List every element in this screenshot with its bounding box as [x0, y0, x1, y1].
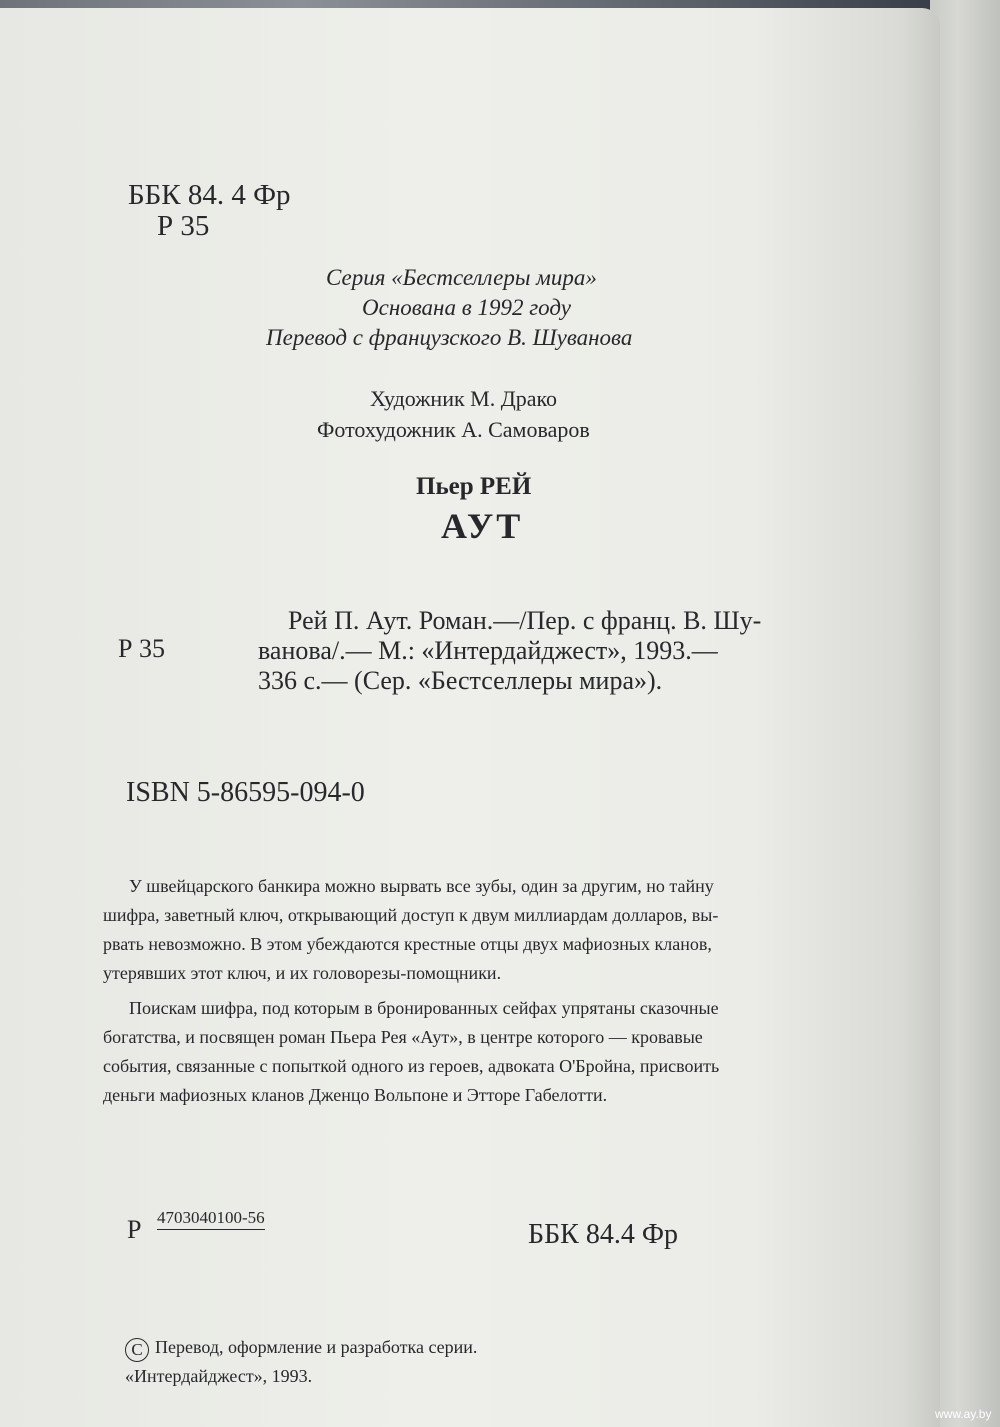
series-line: Серия «Бестселлеры мира» [326, 265, 597, 290]
bbk-classification-bottom: ББК 84.4 Фр [528, 1219, 678, 1250]
annotation-line: У швейцарского банкира можно вырвать все зубы, один за другим, но тайну [129, 876, 714, 896]
annotation-line: деньги мафиозных кланов Дженцо Вольпоне и Этторе Габелотти. [103, 1085, 608, 1105]
bbk-classification-top: ББК 84. 4 Фр [128, 179, 291, 211]
author-index-top: Р 35 [157, 210, 210, 242]
author-index-mid: Р 35 [118, 634, 165, 663]
series-founded-line: Основана в 1992 году [362, 295, 571, 320]
copyright-block [125, 1333, 477, 1391]
copyright-line: Перевод, оформление и разработка серии. [155, 1337, 478, 1357]
annotation-line: рвать невозможно. В этом убеждаются крестные отцы двух мафиозных кланов, [103, 934, 712, 954]
background-next-page [930, 0, 1000, 1427]
annotation-line: Поискам шифра, под которым в бронированных сейфах упрятаны сказочные [129, 998, 719, 1018]
bibliographic-line: 336 с.— (Сер. «Бестселлеры мира»). [258, 666, 663, 695]
book-page [0, 8, 940, 1427]
author-name: Пьер РЕЙ [416, 473, 532, 500]
isbn: ISBN 5-86595-094-0 [126, 777, 365, 808]
publication-code: 4703040100-56 [157, 1208, 265, 1230]
annotation-line: богатства, и посвящен роман Пьера Рея «Аут», в центре которого — кровавые [103, 1027, 703, 1047]
bibliographic-line: Рей П. Аут. Роман.—/Пер. с франц. В. Шу- [288, 606, 762, 635]
r-letter: Р [127, 1215, 142, 1244]
annotation-line: события, связанные с попыткой одного из героев, адвоката О'Бройна, присвоить [103, 1056, 720, 1076]
photo-artist-line: Фотохудожник А. Самоваров [317, 417, 590, 442]
copyright-icon: C [125, 1338, 149, 1362]
annotation-line: шифра, заветный ключ, открывающий доступ к двум миллиардам долларов, вы- [103, 905, 719, 925]
bibliographic-line: ванова/.— М.: «Интердайджест», 1993.— [258, 636, 718, 665]
book-title: АУТ [441, 506, 524, 546]
watermark: www.ay.by [935, 1407, 992, 1421]
bibliographic-record [258, 606, 761, 696]
annotation [103, 872, 873, 1110]
translator-line: Перевод с французского В. Шуванова [266, 325, 633, 350]
annotation-line: утерявших этот ключ, и их головорезы-помощники. [103, 963, 502, 983]
copyright-line: «Интердайджест», 1993. [125, 1366, 313, 1386]
artist-line: Художник М. Драко [370, 386, 558, 411]
